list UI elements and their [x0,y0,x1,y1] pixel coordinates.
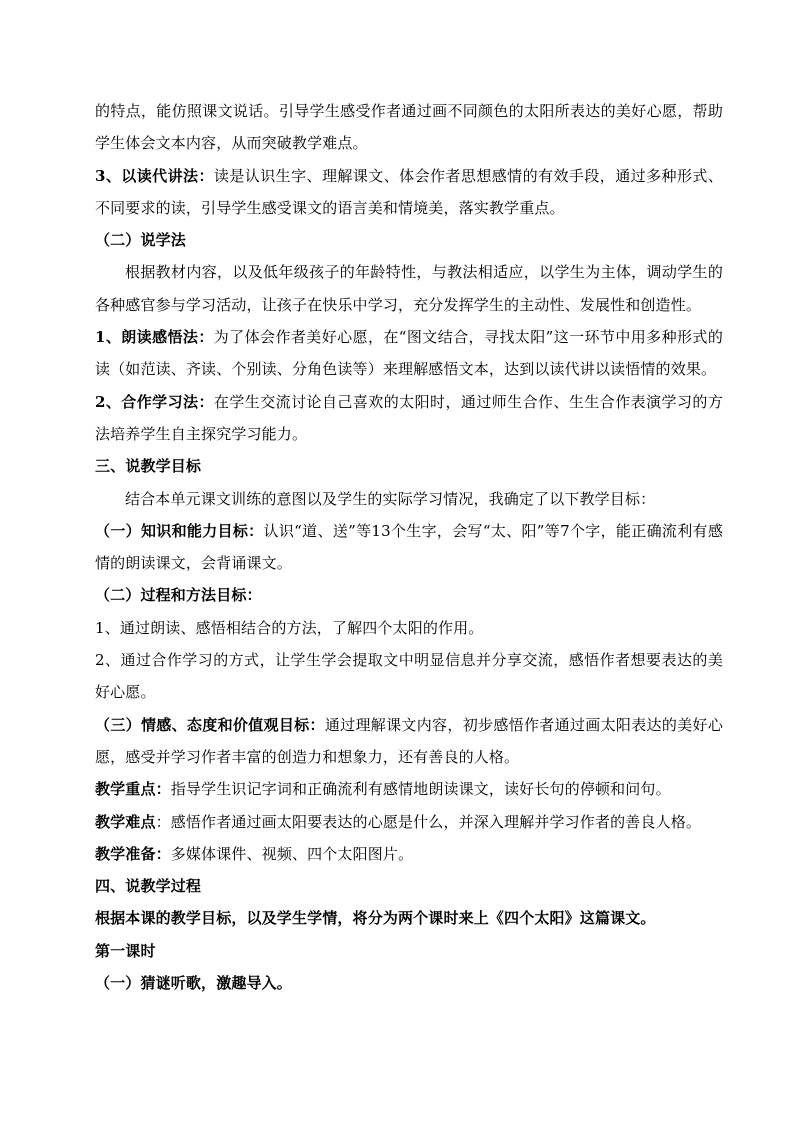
paragraph-teaching-preparation [95,838,723,870]
paragraph-text: ：感悟作者通过画太阳要表达的心愿是什么，并深入理解并学习作者的善良人格。 [155,812,702,831]
section-heading-first-lesson [95,935,723,967]
section-heading-text: （一）猜谜听歌，激趣导入。 [95,974,292,993]
paragraph-lesson-plan-summary [95,902,723,934]
paragraph-text: 读是认识生字、理解课文、体会作者思想感情的有效手段，通过多种形式、不同要求的读，引导学生感受课文的语言美和情境美，落实教学重点。 [95,166,723,217]
section-heading-text: 四、说教学过程 [95,877,202,896]
paragraph-text: 根据教材内容，以及低年级孩子的年龄特性，与教法相适应，以学生为主体，调动学生的各种感官参与学习活动，让孩子在快乐中学习，充分发挥学生的主动性、发展性和创造性。 [95,263,723,314]
paragraph-goals-intro [95,483,723,515]
paragraph-text: 认识“道、送”等13个生字，会写“太、阳”等7个字，能正确流利有感情的朗读课文，会背诵课文。 [95,521,723,573]
paragraph-text: 指导学生识记字词和正确流利有感情地朗读课文，读好长句的停顿和问句。 [170,780,671,799]
section-heading-text: 三、说教学目标 [95,457,202,476]
paragraph-lead: 教学难点 [95,812,156,831]
paragraph-text: 的特点，能仿照课文说话。引导学生感受作者通过画不同颜色的太阳所表达的美好心愿，帮助学生体会文本内容，从而突破教学难点。 [95,102,723,153]
paragraph-lead: 教学重点： [95,780,171,799]
paragraph-learning-methods-intro [95,256,723,321]
section-heading-teaching-goals [95,450,723,482]
paragraph-process-goal-2 [95,644,723,709]
section-heading-process-goals [95,579,723,611]
paragraph-text: 在学生交流讨论自己喜欢的太阳时，通过师生合作、生生合作表演学习的方法培养学生自主探究学习能力。 [95,392,723,443]
paragraph-process-goal-1 [95,612,723,644]
section-heading-teaching-process [95,870,723,902]
paragraph-emotion-attitude-values-goal [95,709,723,774]
paragraph-cooperative-learning-method [95,386,723,451]
section-heading-learning-methods [95,224,723,256]
paragraph-reading-comprehension-method [95,321,723,386]
paragraph-lead: 根据本课的教学目标，以及学生学情，将分为两个课时来上《四个太阳》这篇课文。 [95,909,656,928]
section-heading-text: （二）过程和方法目标： [95,586,262,605]
paragraph-lead: （三）情感、态度和价值观目标： [95,715,325,734]
paragraph-lead: （一）知识和能力目标： [95,521,264,540]
paragraph-text: 多媒体课件、视频、四个太阳图片。 [170,844,414,863]
paragraph-teaching-difficulties [95,806,723,838]
paragraph-text: 1、通过朗读、感悟相结合的方法，了解四个太阳的作用。 [95,618,484,637]
paragraph-text: 为了体会作者美好心愿，在“图文结合，寻找太阳”这一环节中用多种形式的读（如范读、齐读、个别读、分角色读等）来理解感悟文本，达到以读代讲以读悟情的效果。 [95,328,723,379]
paragraph-lead: 1、朗读感悟法： [95,328,214,347]
section-heading-text: 第一课时 [95,941,156,960]
paragraph-text: 结合本单元课文训练的意图以及学生的实际学习情况，我确定了以下教学目标： [125,489,656,508]
paragraph-text: 通过理解课文内容，初步感悟作者通过画太阳表达的美好心愿，感受并学习作者丰富的创造力和想象力，还有善良的人格。 [95,715,723,766]
paragraph-lead: 2、合作学习法： [95,392,214,411]
paragraph-teaching-method-continued [95,95,723,160]
paragraph-text: 2、通过合作学习的方式，让学生学会提取文中明显信息并分享交流，感悟作者想要表达的美好心愿。 [95,651,723,702]
document-body [95,95,723,999]
paragraph-read-instead-of-explain [95,160,723,225]
paragraph-teaching-key-points [95,773,723,805]
section-heading-riddle-song-intro [95,967,723,999]
section-heading-text: （二）说学法 [95,231,186,250]
paragraph-lead: 3、以读代讲法： [95,166,214,185]
paragraph-lead: 教学准备： [95,844,171,863]
paragraph-knowledge-ability-goal [95,515,723,580]
